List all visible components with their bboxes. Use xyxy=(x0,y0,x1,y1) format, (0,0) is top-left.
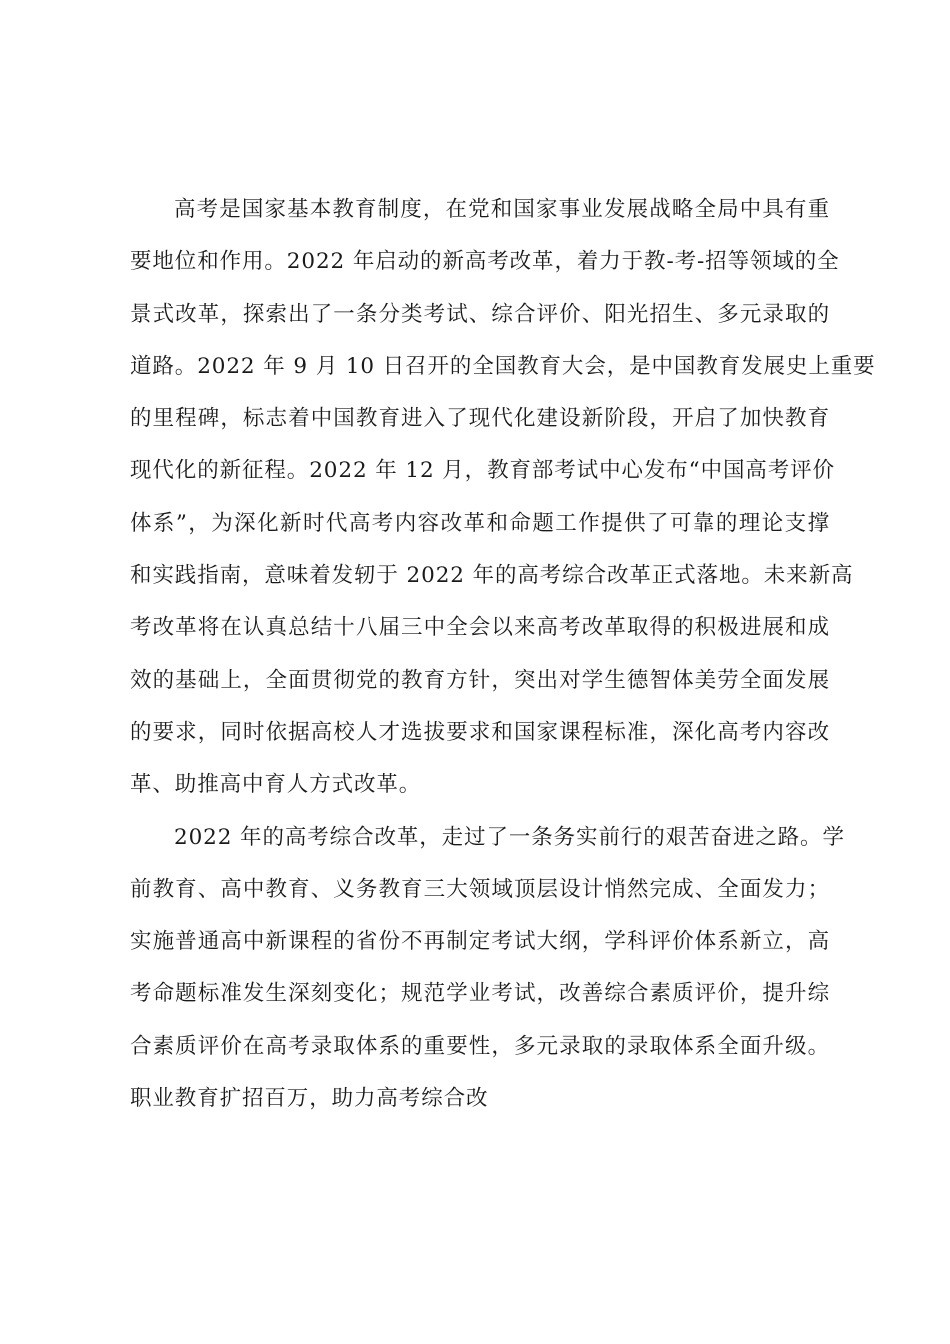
paragraph-2 xyxy=(130,812,845,1126)
text-line: 职业教育扩招百万，助力高考综合改 xyxy=(130,1086,489,1112)
text-line: 效的基础上，全面贯彻党的教育方针，突出对学生德智体美劳全面发展 xyxy=(130,667,830,693)
text-line: 实施普通高中新课程的省份不再制定考试大纲，学科评价体系新立，高 xyxy=(130,929,830,955)
text-line: 前教育、高中教育、义务教育三大领域顶层设计悄然完成、全面发力； xyxy=(130,876,830,902)
text-line: 现代化的新征程。2022 年 12 月，教育部考试中心发布“中国高考评价 xyxy=(130,458,835,484)
text-line: 和实践指南，意味着发轫于 2022 年的高考综合改革正式落地。未来新高 xyxy=(130,563,854,589)
text-line: 的要求，同时依据高校人才选拔要求和国家课程标准，深化高考内容改 xyxy=(130,719,830,745)
text-line: 要地位和作用。2022 年启动的新高考改革，着力于教-考-招等领域的全 xyxy=(130,249,840,275)
text-line: 考改革将在认真总结十八届三中全会以来高考改革取得的积极进展和成 xyxy=(130,615,830,641)
text-line: 革、助推高中育人方式改革。 xyxy=(130,772,422,798)
text-line: 高考是国家基本教育制度，在党和国家事业发展战略全局中具有重 xyxy=(174,197,830,222)
text-line: 2022 年的高考综合改革，走过了一条务实前行的艰苦奋进之路。学 xyxy=(174,824,845,850)
text-line: 的里程碑，标志着中国教育进入了现代化建设新阶段，开启了加快教育 xyxy=(130,406,830,432)
text-line: 景式改革，探索出了一条分类考试、综合评价、阳光招生、多元录取的 xyxy=(130,301,830,327)
text-line: 考命题标准发生深刻变化；规范学业考试，改善综合素质评价，提升综 xyxy=(130,981,830,1007)
document-body xyxy=(130,184,876,1125)
paragraph-1 xyxy=(130,184,876,812)
text-line: 合素质评价在高考录取体系的重要性，多元录取的录取体系全面升级。 xyxy=(130,1033,830,1059)
text-line: 体系”，为深化新时代高考内容改革和命题工作提供了可靠的理论支撑 xyxy=(130,510,830,536)
text-line: 道路。2022 年 9 月 10 日召开的全国教育大会，是中国教育发展史上重要 xyxy=(130,353,876,379)
